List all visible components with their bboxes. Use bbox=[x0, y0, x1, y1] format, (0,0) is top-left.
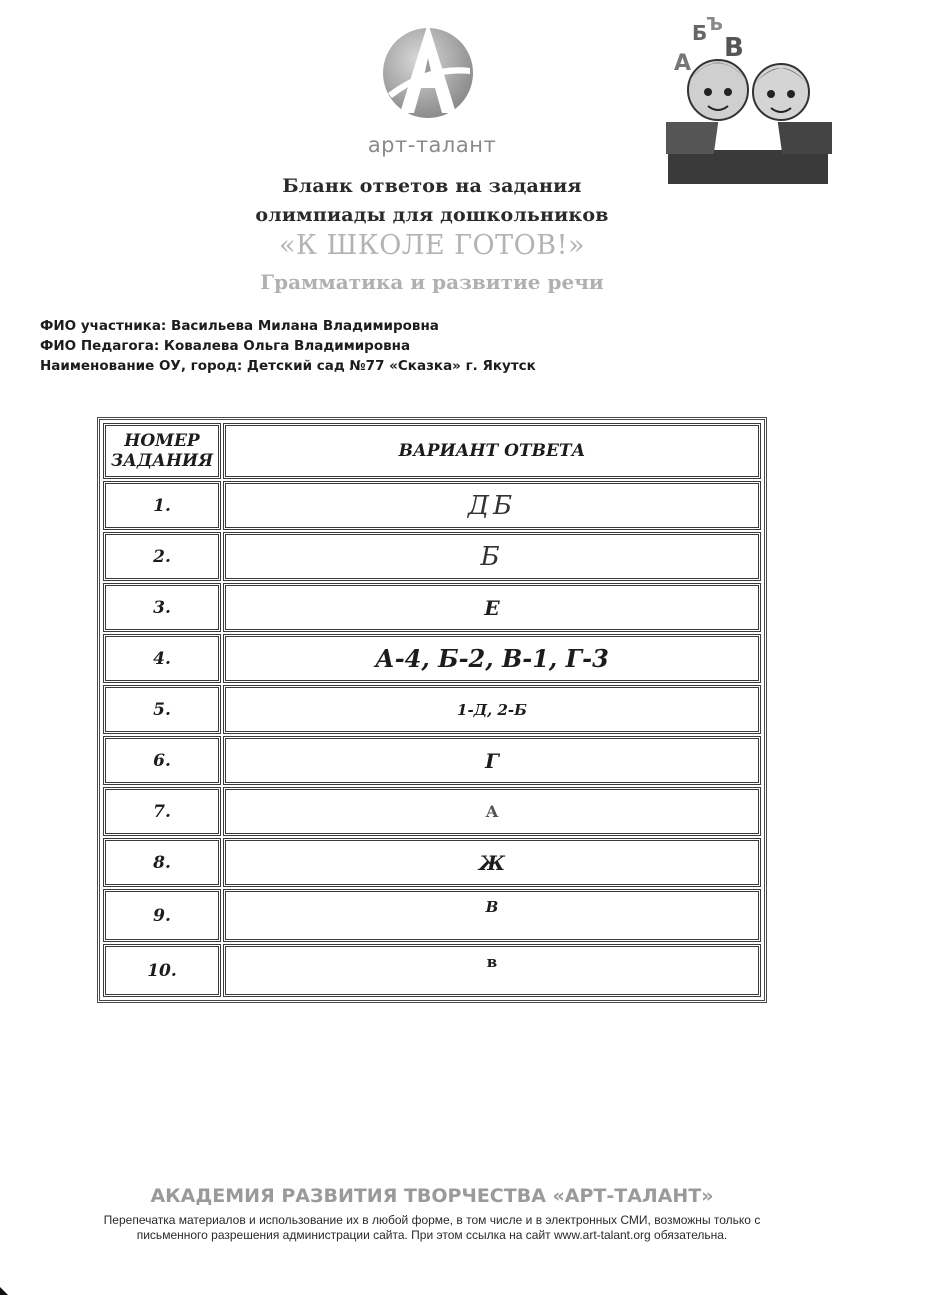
table-row bbox=[102, 837, 762, 888]
answer-value: Б bbox=[223, 532, 761, 581]
teacher-name: ФИО Педагога: Ковалева Ольга Владимировна bbox=[40, 338, 411, 354]
task-number: 9. bbox=[103, 889, 221, 942]
table-row bbox=[102, 786, 762, 837]
form-title: Бланк ответов на задания bbox=[282, 175, 582, 197]
header-task-number: НОМЕР ЗАДАНИЯ bbox=[103, 423, 221, 479]
task-number: 1. bbox=[103, 481, 221, 530]
table-row bbox=[102, 735, 762, 786]
answer-value: А-4, Б-2, В-1, Г-3 bbox=[223, 634, 761, 683]
header-answer: ВАРИАНТ ОТВЕТА bbox=[223, 423, 761, 479]
answers-table bbox=[97, 417, 767, 1003]
table-row bbox=[102, 480, 762, 531]
art-talant-logo bbox=[378, 18, 478, 128]
form-subtitle: олимпиады для дошкольников bbox=[255, 204, 609, 226]
task-number: 5. bbox=[103, 685, 221, 734]
footer-organization: АКАДЕМИЯ РАЗВИТИЯ ТВОРЧЕСТВА «АРТ-ТАЛАНТ» bbox=[150, 1185, 714, 1207]
children-illustration bbox=[666, 10, 832, 186]
answer-value: в bbox=[223, 944, 761, 997]
table-row bbox=[102, 633, 762, 684]
task-number: 7. bbox=[103, 787, 221, 836]
table-row bbox=[102, 888, 762, 943]
answer-value: ДБ bbox=[223, 481, 761, 530]
school-name: Наименование ОУ, город: Детский сад №77 «Сказка» г. Якутск bbox=[40, 358, 536, 374]
answer-value: Е bbox=[223, 583, 761, 632]
footer-copyright-line1: Перепечатка материалов и использование их в любой форме, в том числе и в электронных СМИ, возможны только с bbox=[103, 1213, 761, 1227]
task-number: 3. bbox=[103, 583, 221, 632]
task-number: 2. bbox=[103, 532, 221, 581]
footer-copyright-line2: письменного разрешения администрации сайта. При этом ссылка на сайт www.art-talant.org обязательна. bbox=[136, 1228, 728, 1242]
task-number: 4. bbox=[103, 634, 221, 683]
task-number: 6. bbox=[103, 736, 221, 785]
task-number: 10. bbox=[103, 944, 221, 997]
logo-text: арт-талант bbox=[367, 133, 497, 157]
scan-mark-icon bbox=[0, 1287, 8, 1295]
table-row bbox=[102, 684, 762, 735]
task-number: 8. bbox=[103, 838, 221, 887]
svg-text:А: А bbox=[674, 51, 692, 76]
table-row bbox=[102, 531, 762, 582]
participant-name: ФИО участника: Васильева Милана Владимировна bbox=[40, 318, 439, 334]
answer-value: А bbox=[223, 787, 761, 836]
svg-text:В: В bbox=[724, 33, 744, 63]
answer-value: Ж bbox=[223, 838, 761, 887]
answer-value: В bbox=[223, 889, 761, 942]
table-header-row bbox=[102, 422, 762, 480]
table-row bbox=[102, 582, 762, 633]
olympiad-name: «К ШКОЛЕ ГОТОВ!» bbox=[278, 230, 586, 261]
answer-value: Г bbox=[223, 736, 761, 785]
svg-text:Б: Б bbox=[692, 21, 708, 45]
table-row bbox=[102, 943, 762, 998]
svg-text:Ъ: Ъ bbox=[706, 14, 723, 35]
answer-value: 1-Д, 2-Б bbox=[223, 685, 761, 734]
olympiad-subject: Грамматика и развитие речи bbox=[260, 270, 604, 294]
